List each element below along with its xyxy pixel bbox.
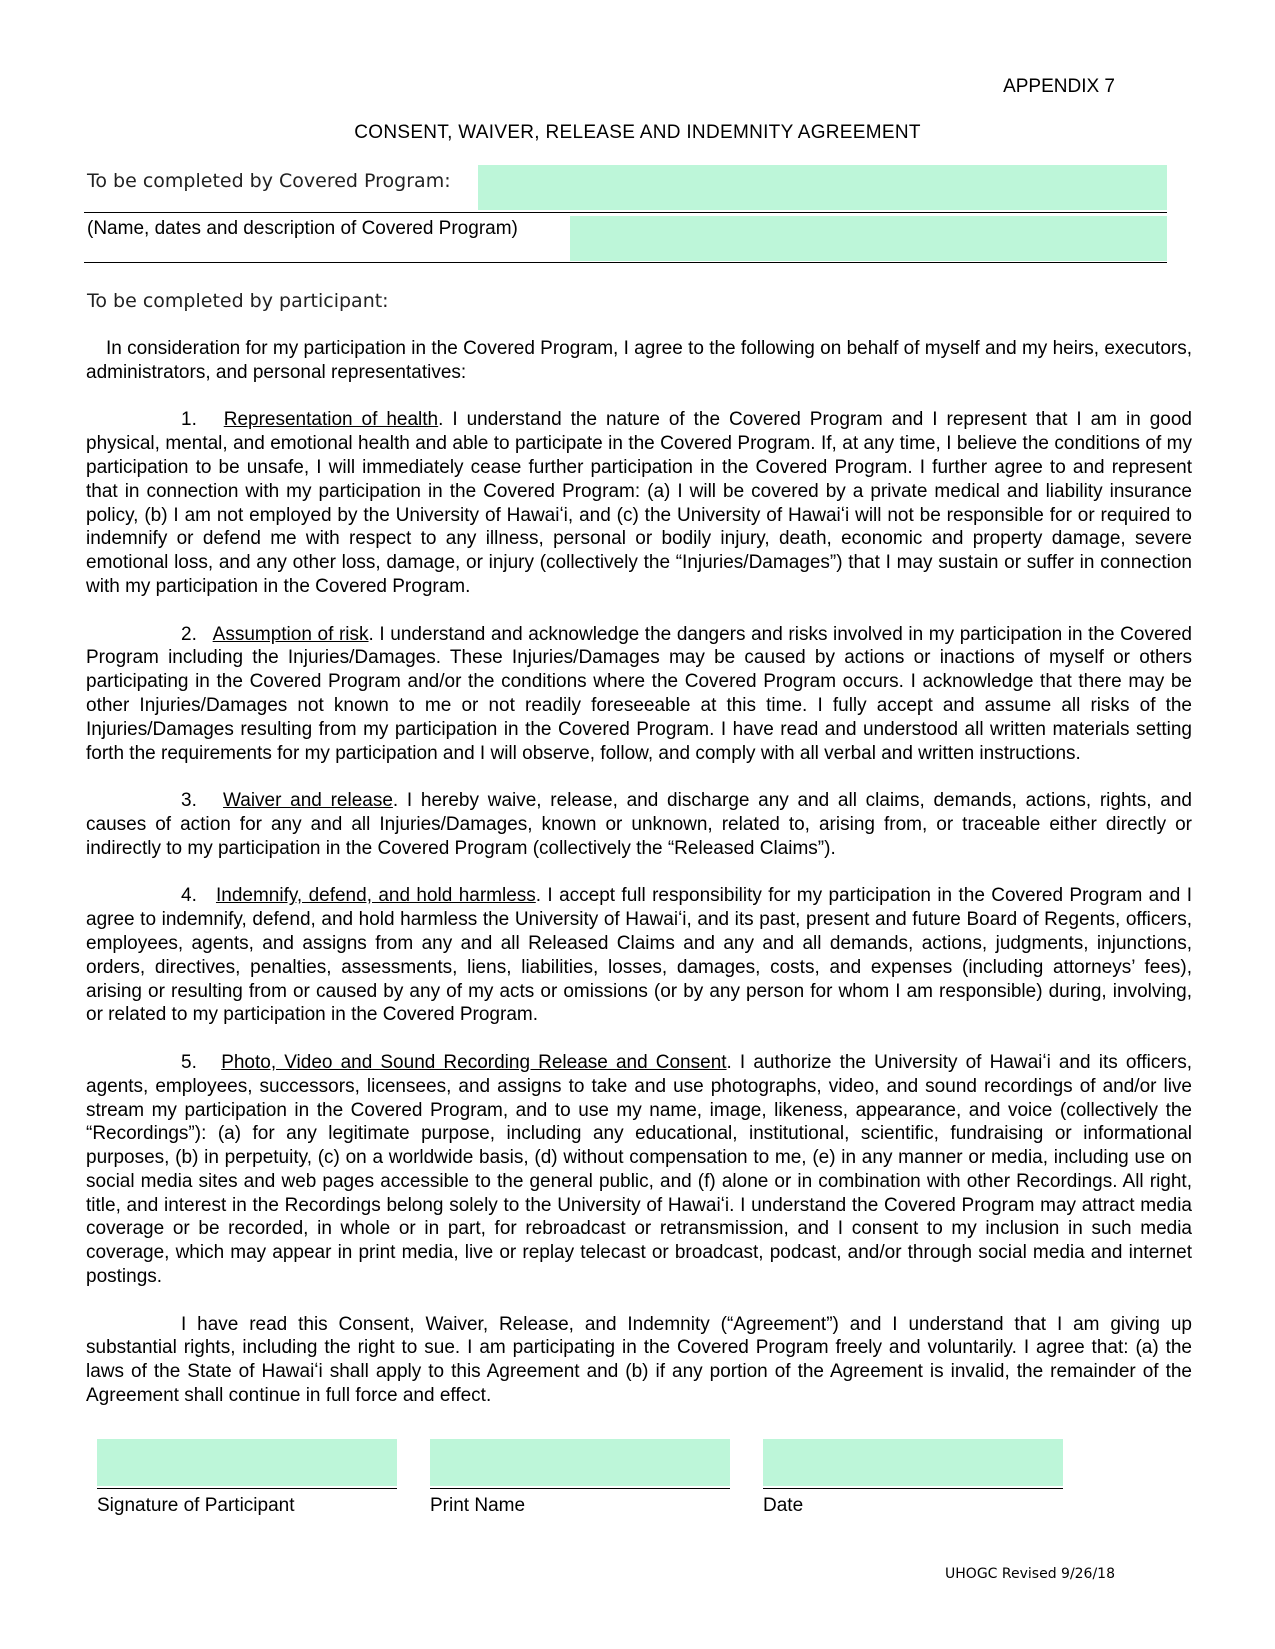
section-assumption-of-risk	[86, 623, 1192, 766]
section-representation-of-health	[86, 408, 1192, 598]
section-recording-release	[86, 1051, 1192, 1289]
appendix-label: APPENDIX 7	[1003, 76, 1115, 97]
print-name-field[interactable]	[430, 1439, 730, 1486]
agreement-intro: In consideration for my participation in the Covered Program, I agree to the following on behalf of myself and my heirs, executors, administrators, and personal representatives:	[86, 338, 1192, 383]
program-description-field[interactable]	[570, 216, 1167, 261]
agreement-closing: I have read this Consent, Waiver, Release, and Indemnity (“Agreement”) and I understand that I am giving up substantial rights, including the right to sue. I am participating in the Covered Program freely and voluntarily. I agree that: (a) the laws of the State of Hawaiʻi shall apply to this Agreement and (b) if any portion of the Agreement is invalid, the remainder of the Agreement shall continue in full force and effect.	[86, 1313, 1192, 1407]
section-heading: Assumption of risk	[212, 623, 369, 645]
date-underline	[763, 1488, 1063, 1489]
agreement-body	[86, 337, 1192, 1408]
signature-field[interactable]	[97, 1439, 397, 1486]
covered-program-name-field[interactable]	[478, 165, 1167, 210]
section-text: . I authorize the University of Hawaiʻi and its officers, agents, employees, successors, licensees, and assigns to take and use photographs, video, and sound recordings of and/or live stream my participation in the Covered Program, and to use my name, image, likeness, appearance, and voice (collectively the “Recordings”): (a) for any legitimate purpose, including any educational, institutional, scientific, fundraising or informational purposes, (b) in perpetuity, (c) on a worldwide basis, (d) without compensation to me, (e) in any manner or media, including use on social media sites and web pages accessible to the general public, and (f) alone or in combination with other Recordings. All right, title, and interest in the Recordings belong solely to the University of Hawaiʻi. I understand the Covered Program may attract media coverage or be recorded, in whole or in part, for rebroadcast or retransmission, and I consent to my inclusion in such media coverage, which may appear in print media, live or replay telecast or broadcast, podcast, and/or through social media and internet postings.	[86, 1051, 1192, 1288]
section-text: . I accept full responsibility for my participation in the Covered Program and I agree to indemnify, defend, and hold harmless the University of Hawaiʻi, and its past, present and future Board of Regents, officers, employees, agents, and assigns from any and all Released Claims and any and all demands, actions, judgments, injunctions, orders, directives, penalties, assessments, liens, liabilities, losses, damages, costs, and expenses (including attorneys’ fees), arising or resulting from or caused by any of my acts or omissions (or by any person for whom I am responsible) during, involving, or related to my participation in the Covered Program.	[86, 885, 1193, 1026]
signature-underline	[97, 1488, 397, 1489]
revision-footer: UHOGC Revised 9/26/18	[945, 1566, 1115, 1582]
participant-label: To be completed by participant:	[87, 290, 389, 312]
section-heading: Indemnify, defend, and hold harmless	[215, 885, 536, 907]
section-text: . I understand and acknowledge the dangers and risks involved in my participation in the Covered Program including the Injuries/Damages. These Injuries/Damages may be caused by actions or inactions of myself or others participating in the Covered Program and/or the conditions where the Covered Program occurs. I acknowledge that there may be other Injuries/Damages not known to me or not readily foreseeable at this time. I fully accept and assume all risks of the Injuries/Damages resulting from my participation in the Covered Program. I have read and understood all written materials setting forth the requirements for my participation and I will observe, follow, and comply with all verbal and written instructions.	[86, 623, 1192, 764]
signature-label: Signature of Participant	[97, 1495, 295, 1516]
date-field[interactable]	[763, 1439, 1063, 1486]
section-number: 4.	[181, 885, 197, 907]
section-number: 1.	[181, 409, 197, 431]
print-name-underline	[430, 1488, 730, 1489]
section-heading: Representation of health	[223, 409, 439, 431]
section-text: . I hereby waive, release, and discharge any and all claims, demands, actions, rights, and causes of action for any and all Injuries/Damages, known or unknown, related to, arising from, or traceable either directly or indirectly to my participation in the Covered Program (collectively the “Released Claims”).	[86, 790, 1192, 859]
document-title: CONSENT, WAIVER, RELEASE AND INDEMNITY AGREEMENT	[354, 122, 921, 143]
section-number: 5.	[181, 1051, 197, 1073]
section-text: . I understand the nature of the Covered Program and I represent that I am in good physical, mental, and emotional health and able to participate in the Covered Program. If, at any time, I believe the conditions of my participation to be unsafe, I will immediately cease further participation in the Covered Program. I further agree to and represent that in connection with my participation in the Covered Program: (a) I will be covered by a private medical and liability insurance policy, (b) I am not employed by the University of Hawaiʻi, and (c) the University of Hawaiʻi will not be responsible for or required to indemnify or defend me with respect to any illness, personal or bodily injury, death, economic and property damage, severe emotional loss, and any other loss, damage, or injury (collectively the “Injuries/Damages”) that I may sustain or suffer in connection with my participation in the Covered Program.	[86, 409, 1192, 597]
section-heading: Waiver and release	[223, 790, 393, 812]
section-number: 3.	[181, 790, 197, 812]
date-label: Date	[763, 1495, 804, 1516]
section-heading: Photo, Video and Sound Recording Release and Consent	[221, 1051, 727, 1073]
program-description-underline	[84, 262, 1167, 263]
print-name-label: Print Name	[430, 1495, 526, 1516]
section-waiver-and-release	[86, 789, 1192, 860]
program-name-underline	[84, 212, 1167, 213]
program-description-label: (Name, dates and description of Covered Program)	[87, 218, 518, 239]
covered-program-label: To be completed by Covered Program:	[87, 170, 451, 192]
section-indemnify	[86, 884, 1192, 1027]
section-number: 2.	[181, 623, 197, 645]
